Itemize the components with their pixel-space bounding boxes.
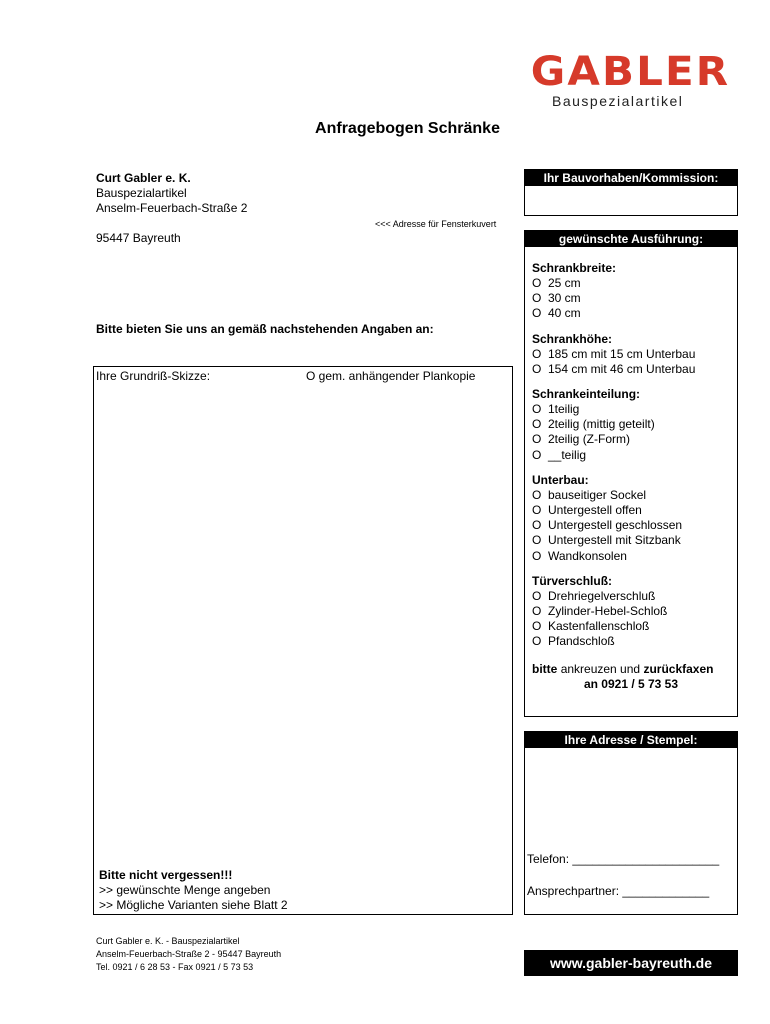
address-box-header: Ihre Adresse / Stempel: [525,732,737,748]
option-checkbox[interactable]: O 30 cm [532,291,581,306]
sketch-box[interactable] [93,366,513,915]
section-title: Schrankhöhe: [532,331,613,346]
sender-address [96,171,247,216]
plankopie-option[interactable]: O gem. anhängender Plankopie [306,369,476,383]
sketch-label: Ihre Grundriß-Skizze: [96,369,211,383]
page-title: Anfragebogen Schränke [315,120,500,137]
option-checkbox[interactable]: O 154 cm mit 46 cm Unterbau [532,361,696,376]
sender-line2: Bauspezialartikel [96,186,187,200]
option-checkbox[interactable]: O 1teilig [532,402,580,417]
sender-city: 95447 Bayreuth [96,231,181,245]
options-box [524,230,738,717]
section-title: Türverschluß: [532,573,613,588]
option-checkbox[interactable]: O Kastenfallenschloß [532,619,650,634]
option-checkbox[interactable]: O 2teilig (mittig geteilt) [532,417,655,432]
sender-name: Curt Gabler e. K. [96,171,191,185]
option-checkbox[interactable]: O 185 cm mit 15 cm Unterbau [532,346,696,361]
footer-line: Tel. 0921 / 6 28 53 - Fax 0921 / 5 73 53 [96,962,254,972]
request-line: Bitte bieten Sie uns an gemäß nachstehenden Angaben an: [96,322,434,336]
option-checkbox[interactable]: O Untergestell mit Sitzbank [532,533,681,548]
website-link[interactable]: www.gabler-bayreuth.de [524,950,738,976]
company-logo [528,50,733,116]
option-checkbox[interactable]: O 25 cm [532,276,581,290]
options-list [525,247,737,692]
phone-field[interactable]: Telefon: ______________________ [527,852,720,866]
address-box[interactable] [524,731,738,915]
option-checkbox[interactable]: O Drehriegelverschluß [532,588,656,603]
footer-line: Curt Gabler e. K. - Bauspezialartikel [96,936,240,946]
option-checkbox[interactable]: O Wandkonsolen [532,548,627,563]
footer-address [96,935,281,974]
fax-instruction: bitte ankreuzen und zurückfaxen [532,661,714,676]
option-checkbox[interactable]: O 40 cm [532,306,581,321]
project-box[interactable] [524,169,738,216]
section-title: Schrankeinteilung: [532,387,641,402]
contact-field[interactable]: Ansprechpartner: _____________ [527,884,710,898]
option-checkbox[interactable]: O bauseitiger Sockel [532,487,647,502]
option-checkbox[interactable]: O __teilig [532,447,587,462]
reminder-item: >> gewünschte Menge angeben [99,883,271,897]
envelope-hint: <<< Adresse für Fensterkuvert [375,219,497,229]
options-box-header: gewünschte Ausführung: [525,231,737,247]
logo-subtitle: Bauspezialartikel [552,93,684,109]
section-title: Unterbau: [532,472,589,487]
option-checkbox[interactable]: O Untergestell offen [532,503,642,518]
reminder-item: >> Mögliche Varianten siehe Blatt 2 [99,898,288,912]
reminder-title: Bitte nicht vergessen!!! [99,868,233,882]
project-box-header: Ihr Bauvorhaben/Kommission: [525,170,737,186]
fax-number: an 0921 / 5 73 53 [583,676,679,691]
option-checkbox[interactable]: O 2teilig (Z-Form) [532,432,631,447]
option-checkbox[interactable]: O Untergestell geschlossen [532,518,683,533]
option-checkbox[interactable]: O Pfandschloß [532,634,615,649]
section-title: Schrankbreite: [532,261,617,275]
option-checkbox[interactable]: O Zylinder-Hebel-Schloß [532,604,668,619]
footer-line: Anselm-Feuerbach-Straße 2 - 95447 Bayreuth [96,949,282,959]
logo-wordmark: GABLER [530,49,731,95]
sender-street: Anselm-Feuerbach-Straße 2 [96,201,248,215]
